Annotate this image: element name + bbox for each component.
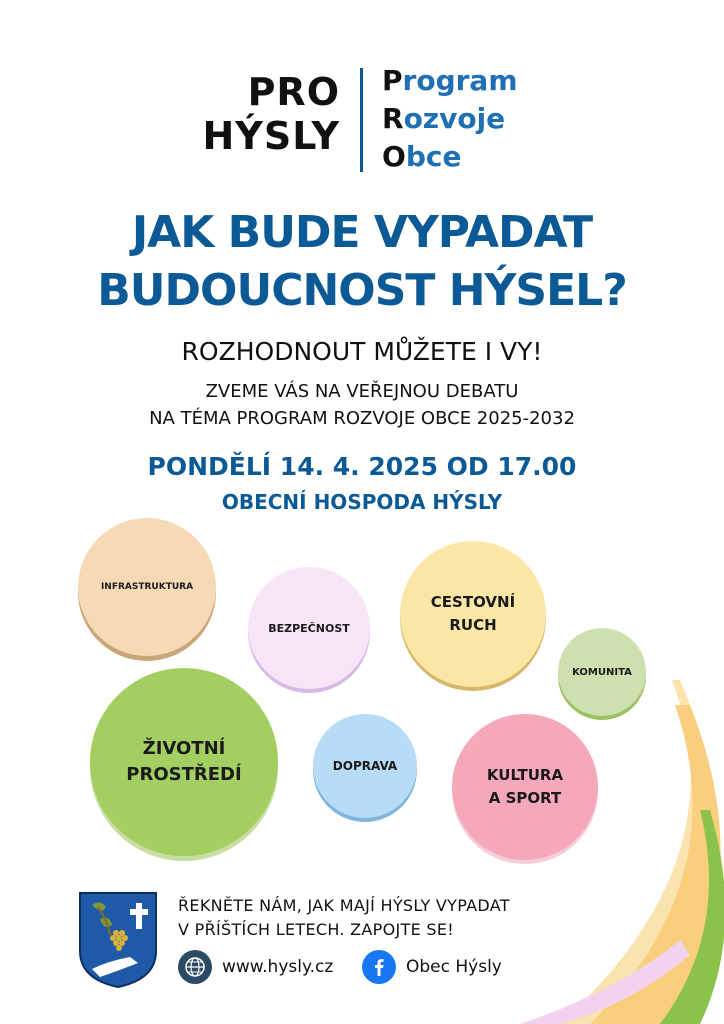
topic-cestovni-ruch: CESTOVNÍ RUCH [400, 541, 546, 687]
event-date: PONDĚLÍ 14. 4. 2025 OD 17.00 [147, 452, 577, 481]
topic-komunita: KOMUNITA [558, 628, 646, 716]
coat-of-arms-emblem [78, 891, 158, 989]
topic-bezpecnost: BEZPEČNOST [248, 567, 370, 689]
facebook-link[interactable] [362, 950, 502, 984]
website-text: www.hysly.cz [222, 957, 334, 977]
topic-zivotni-prostredi: ŽIVOTNÍ PROSTŘEDÍ [90, 668, 278, 856]
logo-divider [360, 68, 363, 172]
topic-infrastruktura: INFRASTRUKTURA [78, 518, 216, 656]
website-link[interactable] [178, 950, 333, 984]
facebook-text: Obec Hýsly [406, 957, 502, 977]
logo-pro-hysly [150, 70, 340, 158]
topic-kultura-a-sport: KULTURA A SPORT [452, 714, 598, 860]
facebook-icon [362, 950, 396, 984]
headline [0, 204, 724, 320]
logo-hysly-text: HÝSLY [202, 114, 340, 158]
event-place: OBECNÍ HOSPODA HÝSLY [221, 490, 503, 514]
subtitle: ROZHODNOUT MŮŽETE I VY! [181, 337, 543, 366]
headline-line-2: BUDOUCNOST HÝSEL? [97, 265, 627, 316]
headline-line-1: JAK BUDE VYPADAT [131, 207, 593, 258]
logo-word-program: Program [382, 64, 518, 97]
invitation [0, 378, 724, 432]
logo-pro-text: PRO [247, 70, 340, 114]
globe-icon [178, 950, 212, 984]
logo-word-obce: Obce [382, 140, 462, 173]
footer-line-2: V PŘÍŠTÍCH LETECH. ZAPOJTE SE! [178, 920, 454, 939]
footer-call-to-action [178, 894, 510, 942]
invitation-line-2: NA TÉMA PROGRAM ROZVOJE OBCE 2025-2032 [149, 408, 575, 429]
topic-doprava: DOPRAVA [313, 714, 417, 818]
footer-line-1: ŘEKNĚTE NÁM, JAK MAJÍ HÝSLY VYPADAT [178, 896, 510, 915]
logo-word-rozvoje: Rozvoje [382, 102, 506, 135]
invitation-line-1: ZVEME VÁS NA VEŘEJNOU DEBATU [205, 381, 519, 402]
logo-program-rozvoje-obce [382, 62, 518, 176]
